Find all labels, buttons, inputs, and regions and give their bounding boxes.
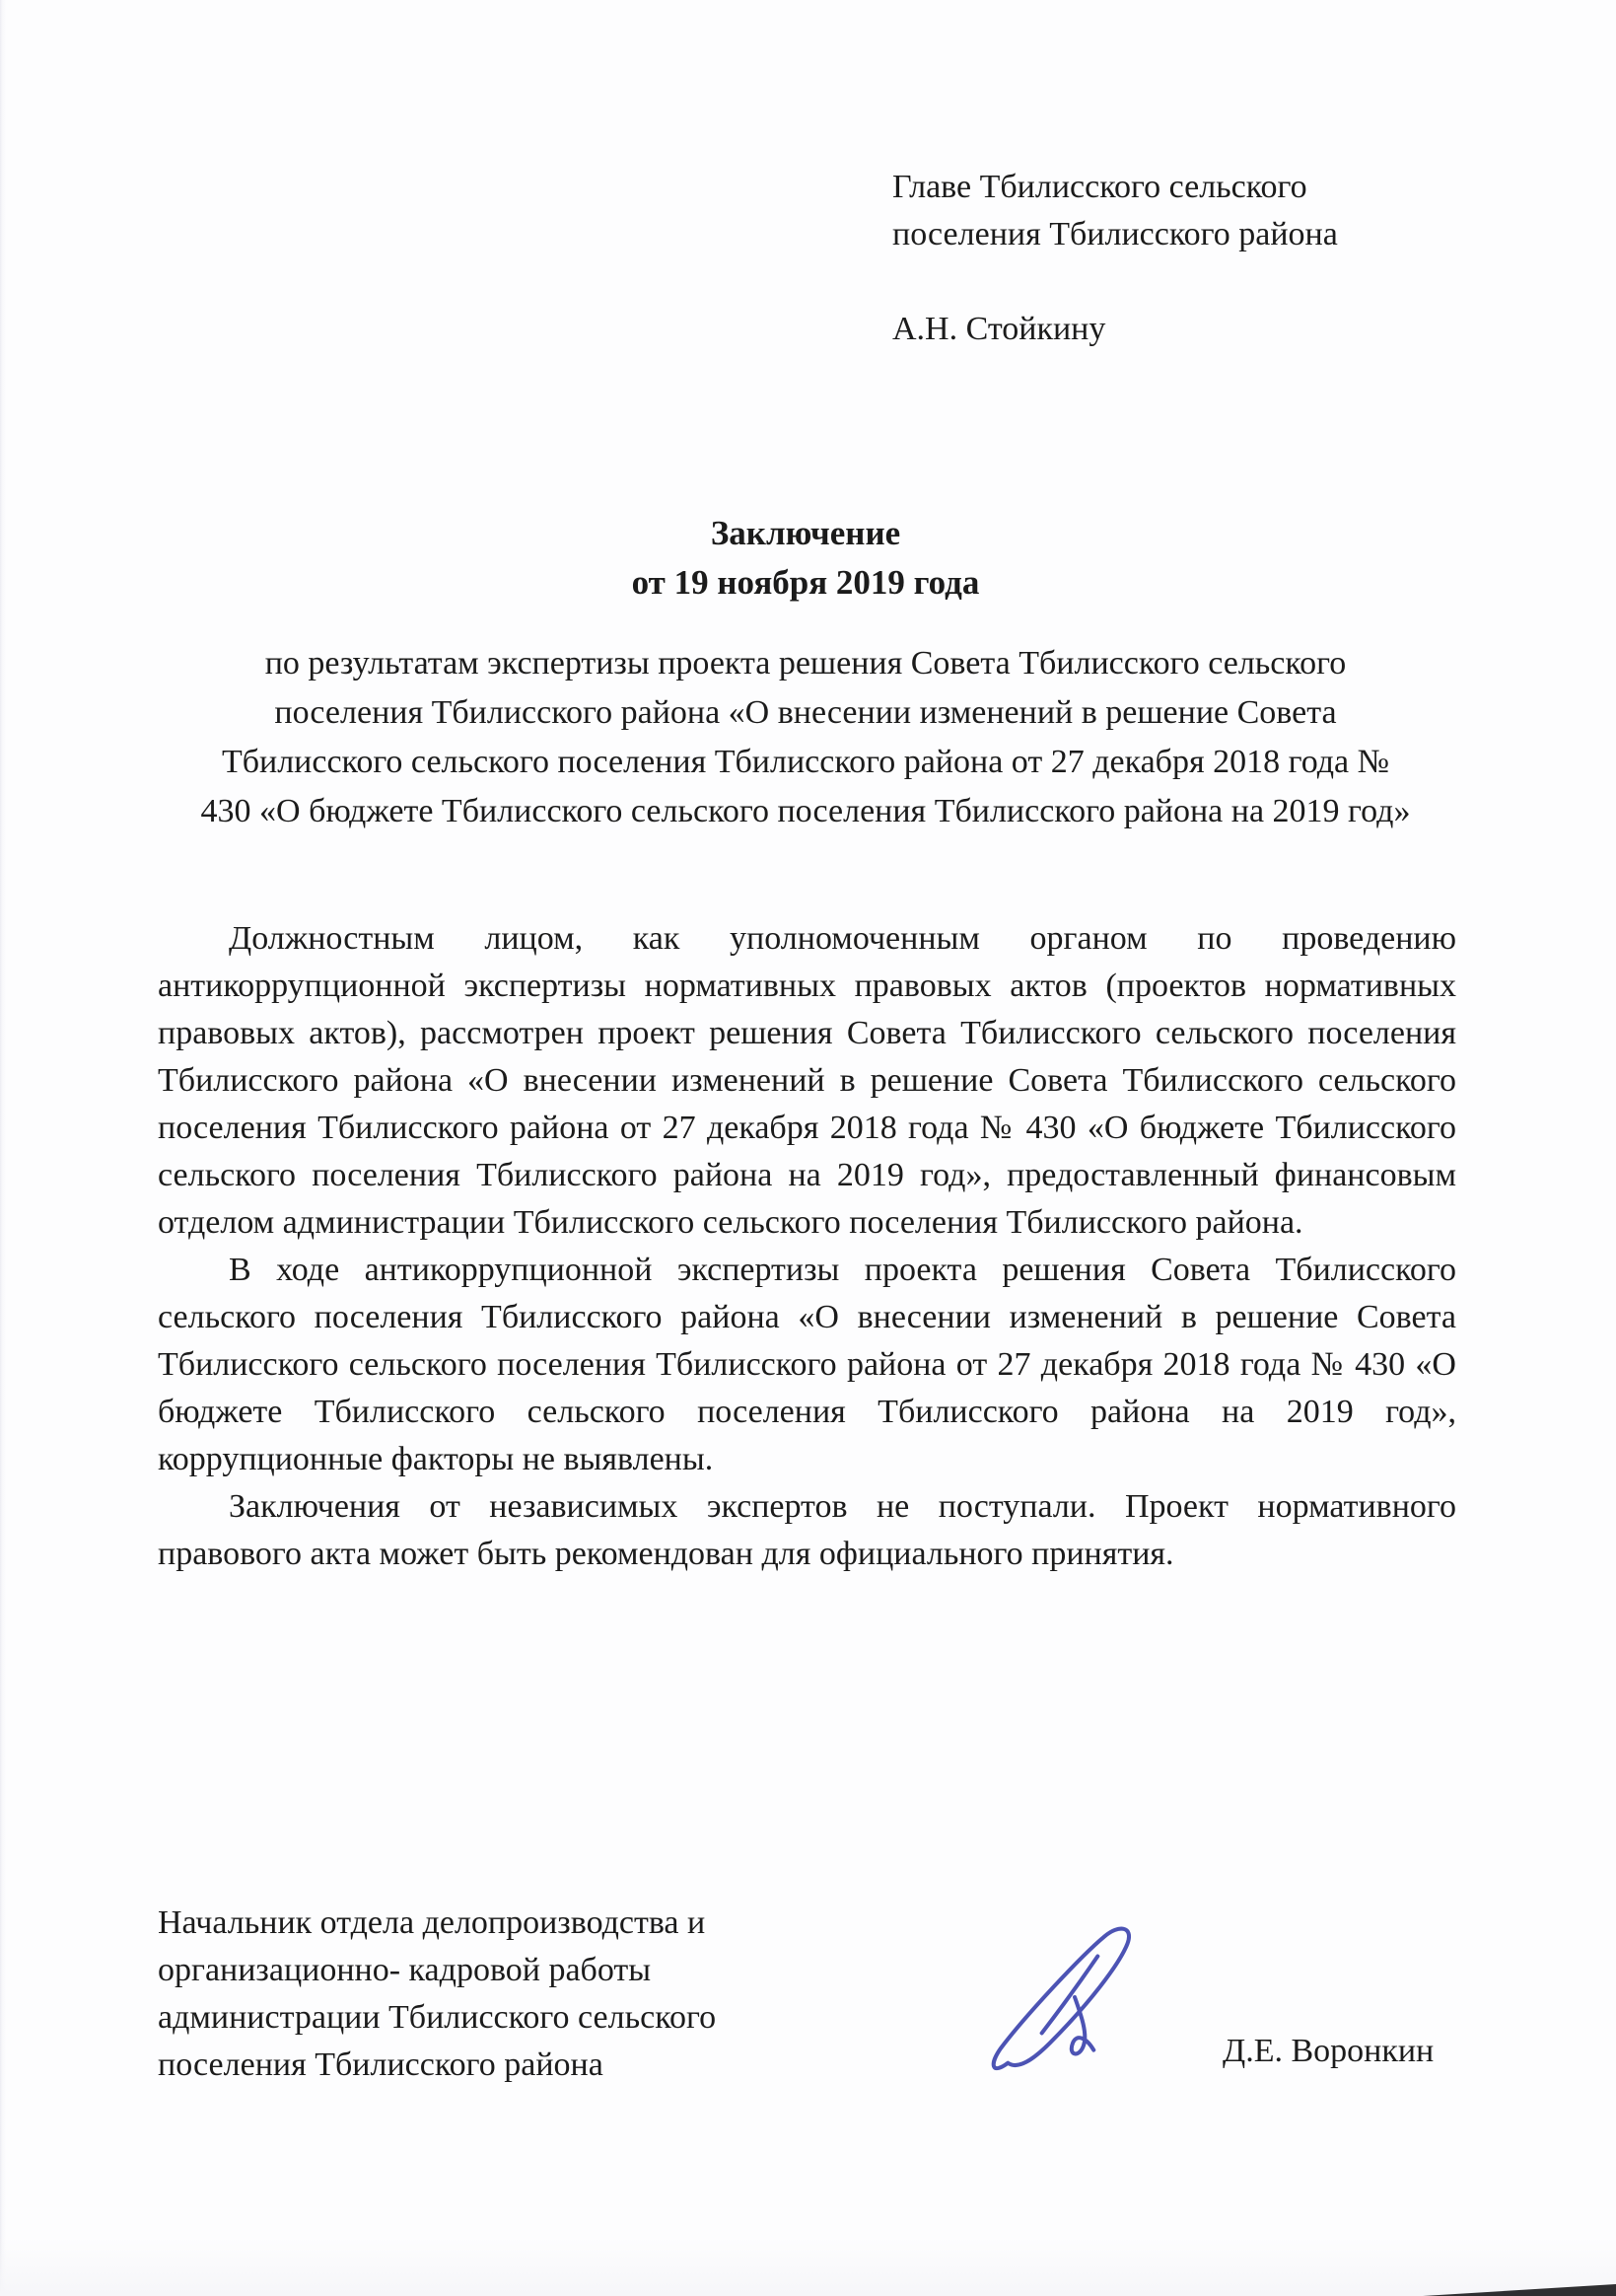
document-body bbox=[158, 915, 1456, 1578]
scan-paper-texture bbox=[0, 2237, 1616, 2296]
body-paragraph-3: Заключения от независимых экспертов не поступали. Проект нормативного правового акта может быть рекомендован для официального принятия. bbox=[158, 1488, 1456, 1572]
title-line: Заключение bbox=[710, 514, 901, 552]
document-title bbox=[158, 509, 1453, 608]
subject-text: по результатам экспертизы проекта решения Совета Тбилисского сельского поселения Тбилисского района «О внесении изменений в решение Совета Тбилисского сельского поселения Тбилисского района от 27 декабря 2018 года № 430 «О бюджете Тбилисского сельского поселения Тбилисского района на 2019 год» bbox=[200, 645, 1411, 829]
recipient-line-2: поселения Тбилисского района bbox=[892, 216, 1338, 252]
signer-position-line-2: организационно- кадровой работы bbox=[158, 1952, 652, 1988]
body-paragraph-2: В ходе антикоррупционной экспертизы проекта решения Совета Тбилисского сельского поселения Тбилисского района «О внесении изменений в решение Совета Тбилисского сельского поселения Тбилисского района от 27 декабря 2018 года № 430 «О бюджете Тбилисского сельского поселения Тбилисского района на 2019 год», коррупционные факторы не выявлены. bbox=[158, 1252, 1456, 1477]
recipient-name: А.Н. Стойкину bbox=[892, 311, 1106, 347]
signer-position-block bbox=[158, 1900, 716, 2089]
signature-ink bbox=[988, 1917, 1158, 2077]
recipient-line-1: Главе Тбилисского сельского bbox=[892, 169, 1307, 205]
signer-name: Д.Е. Воронкин bbox=[1223, 2033, 1435, 2069]
signer-position-line-3: администрации Тбилисского сельского bbox=[158, 1999, 717, 2036]
signer-position-line-1: Начальник отдела делопроизводства и bbox=[158, 1904, 706, 1941]
recipient-block bbox=[892, 164, 1338, 353]
signer-position-line-4: поселения Тбилисского района bbox=[158, 2046, 603, 2083]
body-paragraph-1: Должностным лицом, как уполномоченным органом по проведению антикоррупционной экспертизы нормативных правовых актов (проектов нормативных правовых актов), рассмотрен проект решения Совета Тбилисского сельского поселения Тбилисского района «О внесении изменений в решение Совета Тбилисского сельского поселения Тбилисского района от 27 декабря 2018 года № 430 «О бюджете Тбилисского сельского поселения Тбилисского района на 2019 год», предоставленный финансовым отделом администрации Тбилисского сельского поселения Тбилисского района. bbox=[158, 920, 1456, 1241]
title-date-line: от 19 ноября 2019 года bbox=[631, 563, 980, 602]
subject-block bbox=[158, 639, 1453, 836]
